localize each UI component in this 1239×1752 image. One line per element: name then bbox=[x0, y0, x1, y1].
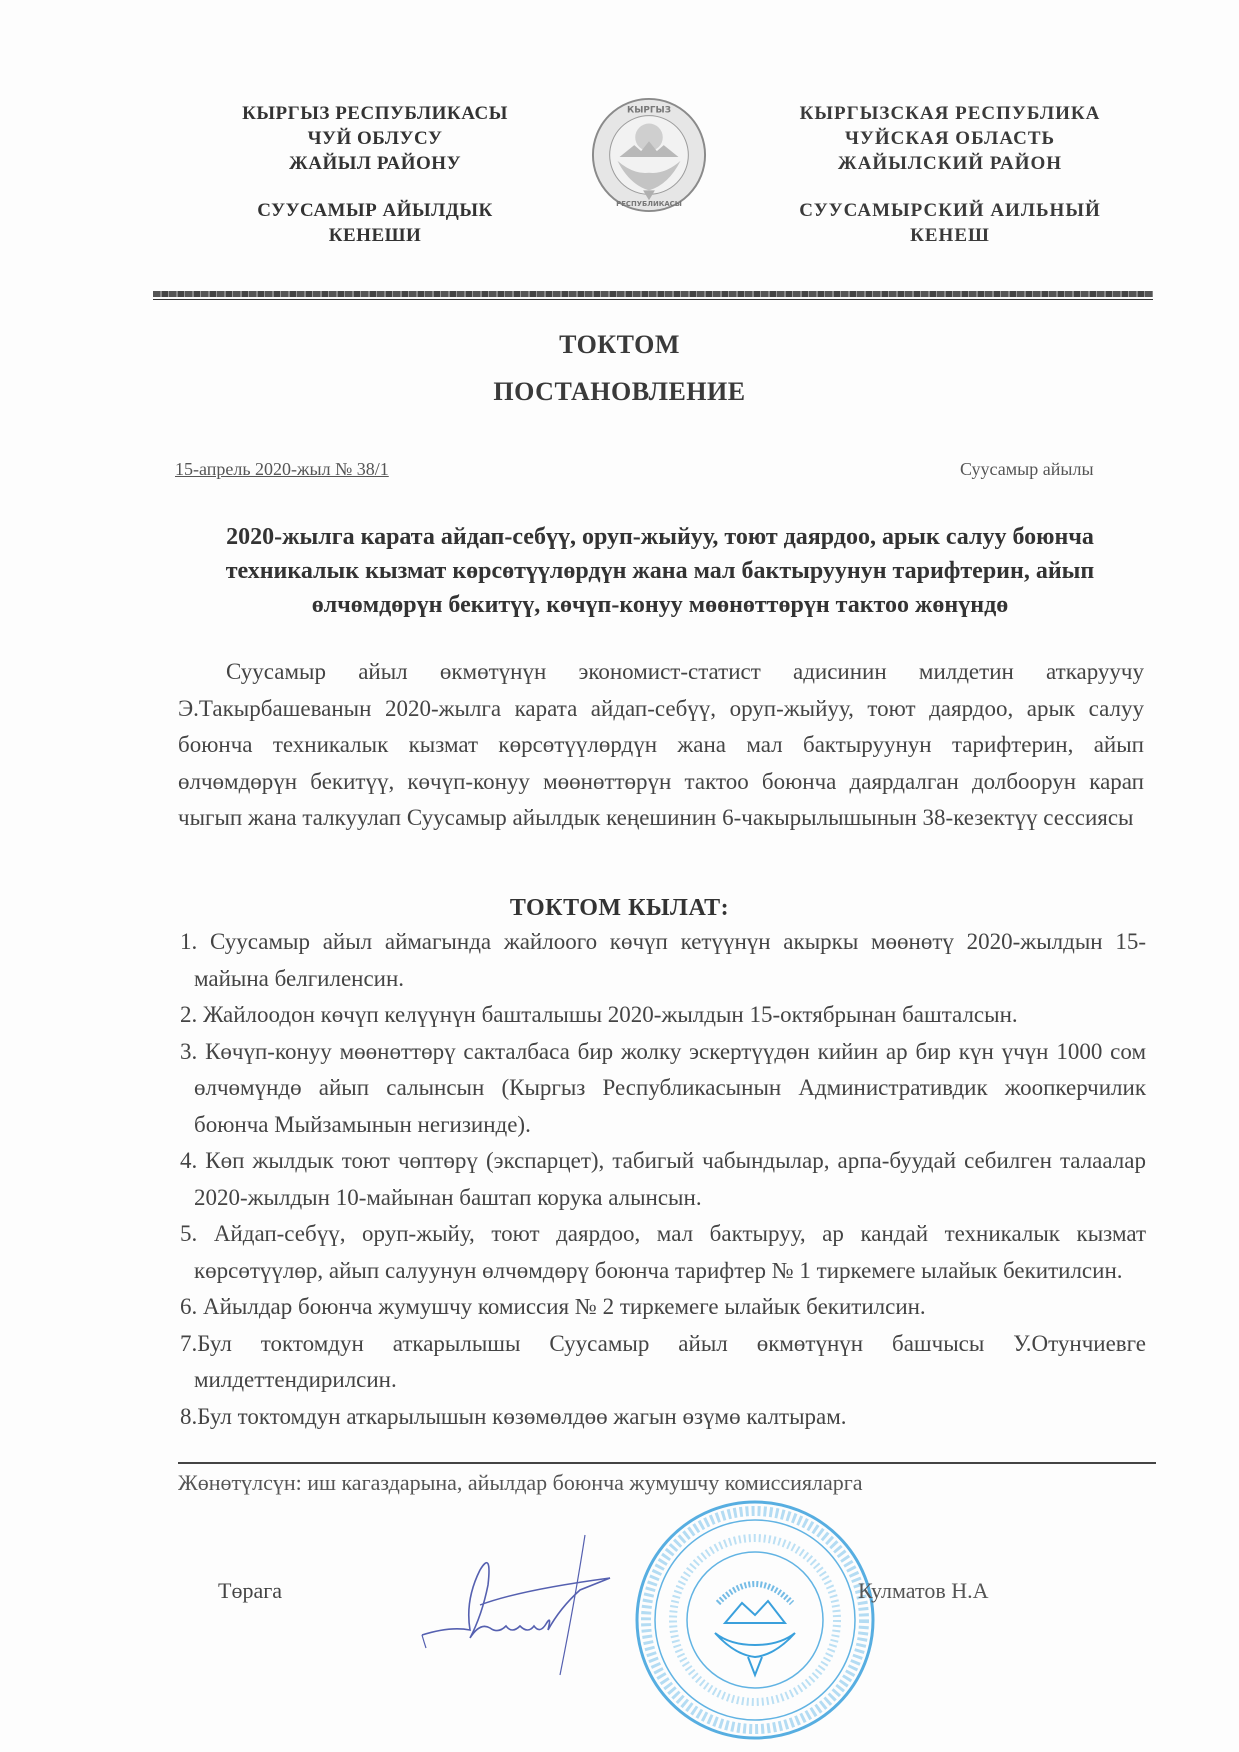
decree-heading: ТОКТОМ КЫЛАТ: bbox=[509, 895, 730, 921]
preamble-paragraph: Суусамыр айыл өкмөтүнүн экономист-статист адисинин милдетин аткаруучу Э.Такырбашеванын 2020-жылга карата айдап-себүү, оруп-жыйуу, тоют даярдоо, арык салуу боюнча техникалык кызмат көрсөтүүлөрдүн жана мал бактыруунун тарифтерин, айып өлчөмдөрүн бекитүү, көчүп-конуу мөөнөттөрүн тактоо боюнча даярдалган долбоорун карап чыгып жана талкуулап Суусамыр айылдык кеңешинин 6-чакырылышынын 38-кезектүү сессиясы bbox=[178, 659, 1144, 830]
decree-item: 6. Айылдар боюнча жумушчу комиссия № 2 тиркемеге ылайык бекитилсин. bbox=[180, 1294, 926, 1319]
send-to: Жөнөтүлсүн: иш кагаздарына, айылдар боюнча жумушчу комиссияларга bbox=[178, 1470, 863, 1495]
place: Суусамыр айылы bbox=[960, 459, 1094, 479]
state-emblem-icon bbox=[590, 96, 708, 214]
header-right-line: КЫРГЫЗСКАЯ РЕСПУБЛИКА bbox=[799, 103, 1101, 124]
header-left-line: ЖАЙЫЛ РАЙОНУ bbox=[288, 153, 462, 174]
date-number: 15-апрель 2020-жыл № 38/1 bbox=[175, 459, 389, 479]
header-left-line: ЧУЙ ОБЛУСУ bbox=[307, 128, 443, 149]
decree-item: 3. Көчүп-конуу мөөнөттөрү сакталбаса бир жолку эскертүүдөн кийин ар бир күн үчүн 1000 сом өлчөмүндө айып салынсын (Кыргыз Республикасынын Административдик жоопкерчилик боюнча Мыйзамынын негизинде). bbox=[180, 1038, 1146, 1137]
decree-item: 5. Айдап-себүү, оруп-жыйу, тоют даярдоо, мал бактыруу, ар кандай техникалык кызмат көрсөтүүлөр, айып салуунун өлчөмдөрү боюнча тарифтер № 1 тиркемеге ылайык бекитилсин. bbox=[180, 1221, 1146, 1283]
header-right-line: ЖАЙЫЛСКИЙ РАЙОН bbox=[837, 153, 1063, 174]
header-divider bbox=[153, 291, 1153, 297]
header-divider-thin bbox=[153, 299, 1153, 300]
emblem-text-top: КЫРГЫЗ bbox=[627, 105, 671, 116]
header-left-org: КЕНЕШИ bbox=[328, 225, 422, 246]
header-right-line: ЧУЙСКАЯ ОБЛАСТЬ bbox=[844, 128, 1056, 149]
doc-title-ru: ПОСТАНОВЛЕНИЕ bbox=[493, 377, 746, 406]
signature-icon bbox=[410, 1530, 640, 1680]
header-russian bbox=[760, 101, 1140, 248]
header-left-org: СУУСАМЫР АЙЫЛДЫК bbox=[257, 200, 493, 221]
header-left-line: КЫРГЫЗ РЕСПУБЛИКАСЫ bbox=[242, 103, 508, 124]
footer-divider bbox=[178, 1462, 1156, 1464]
emblem-text-bottom: РЕСПУБЛИКАСЫ bbox=[616, 200, 682, 209]
decree-item: 1. Суусамыр айыл аймагында жайлоого көчүп кетүүнүн акыркы мөөнөтү 2020-жылдын 15-майына белгиленсин. bbox=[180, 929, 1146, 991]
signatory-name: Кулматов Н.А bbox=[858, 1578, 989, 1603]
doc-title-kg: ТОКТОМ bbox=[559, 330, 680, 359]
header-right-org: КЕНЕШ bbox=[910, 225, 990, 246]
decree-item: 7.Бул токтомдун аткарылышы Суусамыр айыл өкмөтүнүн башчысы У.Отунчиевге милдеттендирилсин. bbox=[180, 1330, 1146, 1392]
decree-item: 8.Бул токтомдун аткарылышын көзөмөлдөө жагын өзүмө калтырам. bbox=[180, 1403, 847, 1429]
decree-item: 4. Көп жылдык тоют чөптөрү (экспарцет), табигый чабындылар, арпа-буудай себилген талаалар 2020-жылдын 10-майынан баштап корука алынсын. bbox=[180, 1148, 1146, 1210]
decree-items bbox=[180, 924, 1146, 1435]
header-kyrgyz bbox=[180, 101, 570, 248]
decree-item: 2. Жайлоодон көчүп келүүнүн башталышы 2020-жылдын 15-октябрынан башталсын. bbox=[180, 1002, 1018, 1027]
header-right-org: СУУСАМЫРСКИЙ АИЛЬНЫЙ bbox=[799, 200, 1101, 221]
official-stamp-icon bbox=[630, 1495, 880, 1745]
subject-heading: 2020-жылга карата айдап-себүү, оруп-жыйуу, тоют даярдоо, арык салуу боюнча техникалык кызмат көрсөтүүлөрдүн жана мал бактыруунун тарифтерин, айып өлчөмдөрүн бекитүү, көчүп-конуу мөөнөттөрүн тактоо жөнүндө bbox=[225, 524, 1095, 618]
signatory-role: Төрага bbox=[218, 1578, 282, 1603]
